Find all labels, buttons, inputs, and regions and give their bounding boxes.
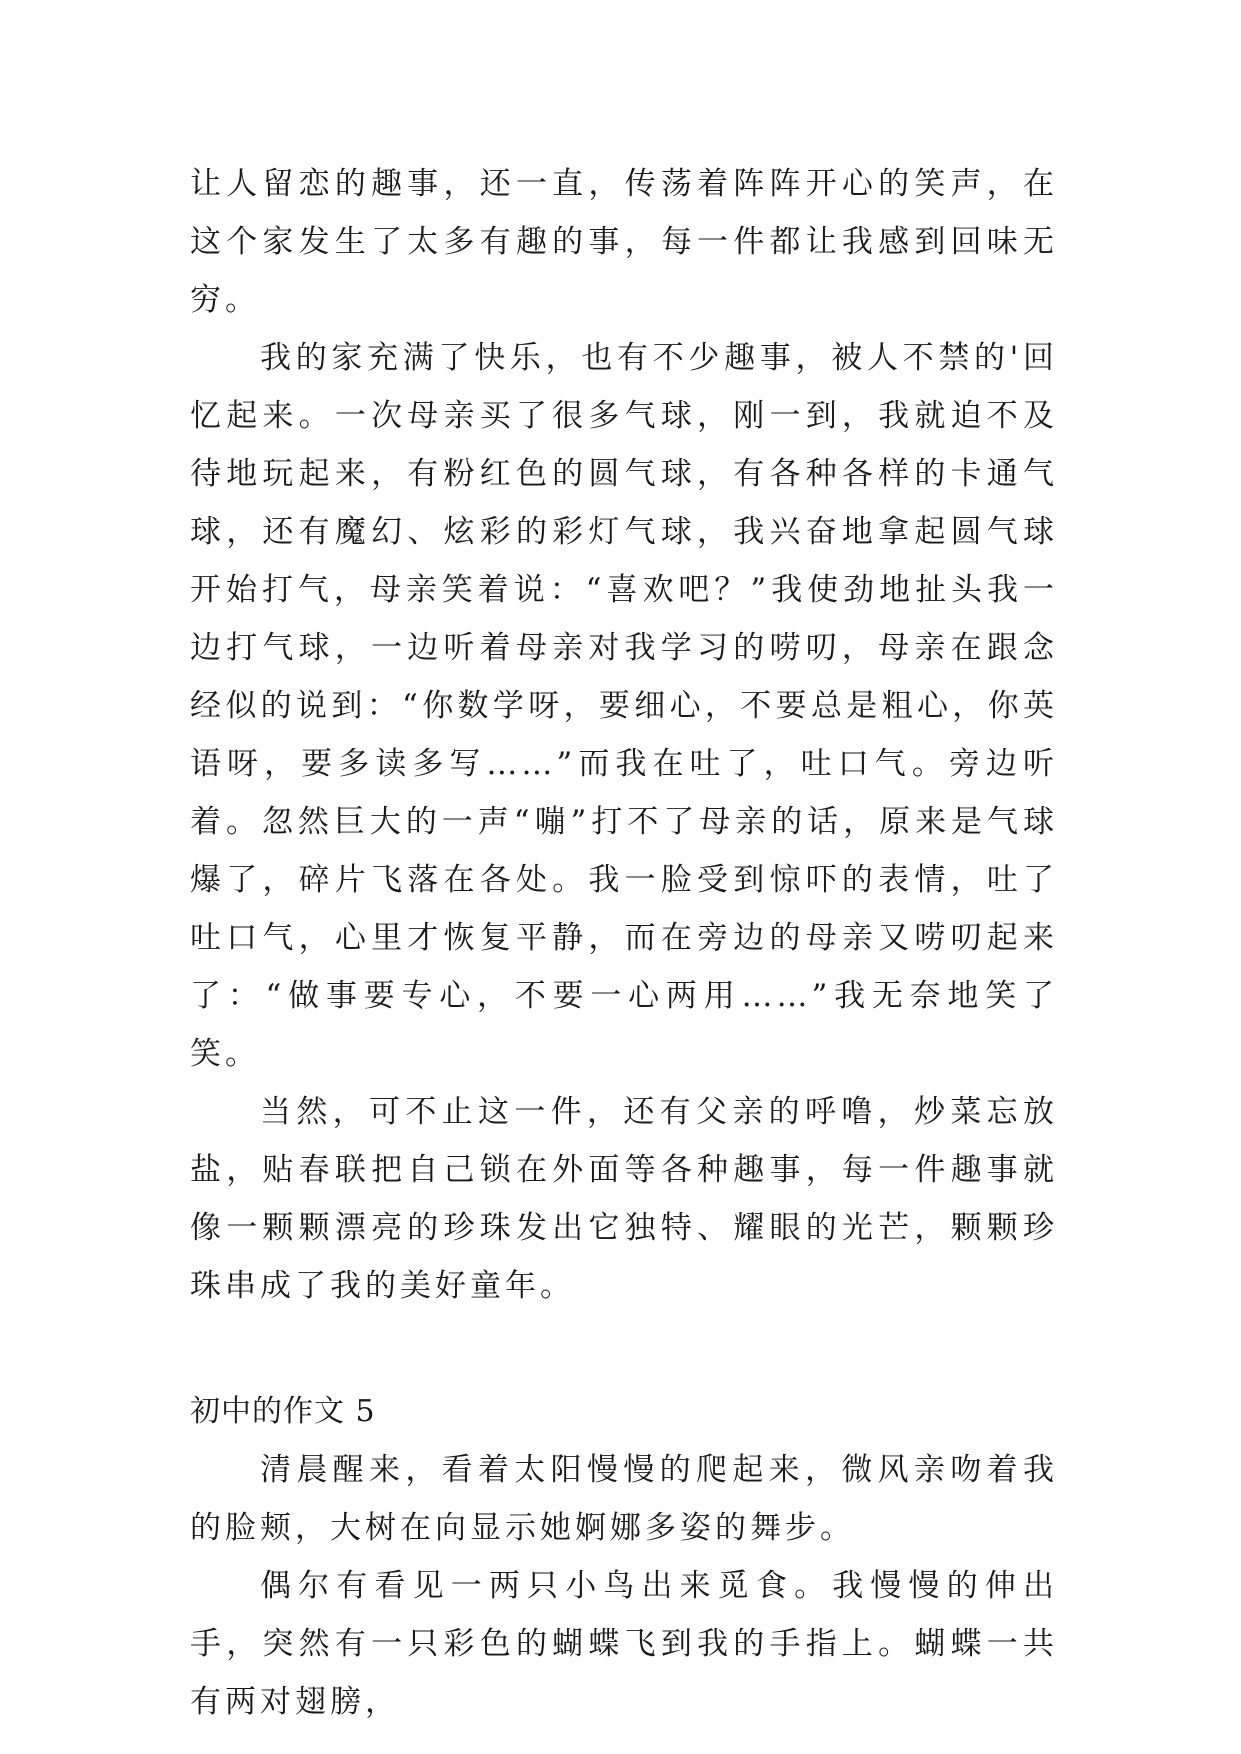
paragraph-other-funny-things: 当然，可不止这一件，还有父亲的呼噜，炒菜忘放盐，贴春联把自己锁在外面等各种趣事，每一件趣事就像一颗颗漂亮的珍珠发出它独特、耀眼的光芒，颗颗珍珠串成了我的美好童年。	[190, 1094, 1058, 1304]
paragraph-butterfly: 偶尔有看见一两只小鸟出来觅食。我慢慢的伸出手，突然有一只彩色的蝴蝶飞到我的手指上。蝴蝶一共有两对翅膀，	[190, 1568, 1058, 1720]
paragraph-morning: 清晨醒来，看着太阳慢慢的爬起来，微风亲吻着我的脸颊，大树在向显示她婀娜多姿的舞步。	[190, 1452, 1058, 1546]
document-body	[190, 155, 1058, 1731]
paragraph-balloon-story: 我的家充满了快乐，也有不少趣事，被人不禁的'回忆起来。一次母亲买了很多气球，刚一到，我就迫不及待地玩起来，有粉红色的圆气球，有各种各样的卡通气球，还有魔幻、炫彩的彩灯气球，我兴奋地拿起圆气球开始打气，母亲笑着说：“喜欢吧？”我使劲地扯头我一边打气球，一边听着母亲对我学习的唠叨，母亲在跟念经似的说到：“你数学呀，要细心，不要总是粗心，你英语呀，要多读多写……”而我在吐了，吐口气。旁边听着。忽然巨大的一声“嘣”打不了母亲的话，原来是气球爆了，碎片飞落在各处。我一脸受到惊吓的表情，吐了吐口气，心里才恢复平静，而在旁边的母亲又唠叨起来了：“做事要专心，不要一心两用……”我无奈地笑了笑。	[190, 340, 1058, 1072]
section-title: 初中的作文 5	[190, 1394, 376, 1429]
paragraph-intro: 让人留恋的趣事，还一直，传荡着阵阵开心的笑声，在这个家发生了太多有趣的事，每一件都让我感到回味无穷。	[190, 166, 1058, 318]
